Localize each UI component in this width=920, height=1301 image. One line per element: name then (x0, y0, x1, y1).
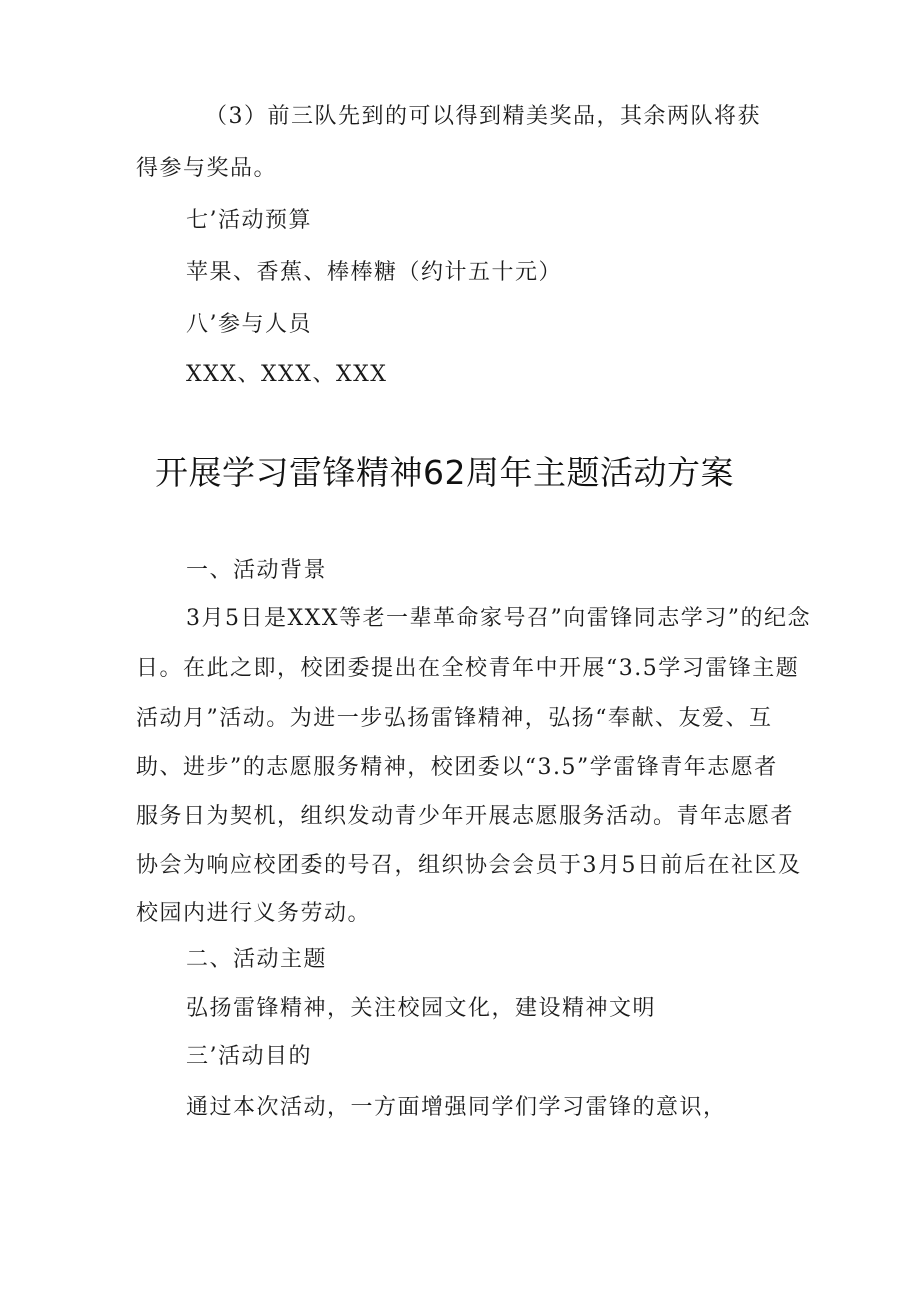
background-line-4: 助、进步”的志愿服务精神，校团委以“3.5”学雷锋青年志愿者 (136, 755, 778, 780)
heading-purpose: 三’活动目的 (186, 1044, 312, 1069)
participants-text: XXX、XXX、XXX (186, 362, 388, 387)
heading-participants: 八’参与人员 (186, 312, 312, 337)
background-line-5: 服务日为契机，组织发动青少年开展志愿服务活动。青年志愿者 (136, 804, 795, 829)
purpose-line-1: 通过本次活动，一方面增强同学们学习雷锋的意识， (186, 1095, 727, 1120)
background-line-2: 日。在此之即，校团委提出在全校青年中开展“3.5学习雷锋主题 (136, 656, 800, 681)
item3-line1: （3）前三队先到的可以得到精美奖品，其余两队将获 (205, 104, 761, 129)
document-title: 开展学习雷锋精神62周年主题活动方案 (155, 453, 734, 492)
background-line-6: 协会为响应校团委的号召，组织协会会员于3月5日前后在社区及 (136, 853, 802, 878)
heading-background: 一、活动背景 (186, 558, 328, 583)
budget-text: 苹果、香蕉、棒棒糖（约计五十元） (186, 260, 563, 285)
item3-line2: 得参与奖品。 (136, 156, 278, 181)
heading-budget: 七’活动预算 (186, 208, 312, 233)
background-line-7: 校园内进行义务劳动。 (136, 901, 372, 926)
background-line-3: 活动月”活动。为进一步弘扬雷锋精神，弘扬“奉献、友爱、互 (136, 706, 773, 731)
background-line-1: 3月5日是XXX等老一辈革命家号召”向雷锋同志学习”的纪念 (186, 606, 811, 631)
theme-text: 弘扬雷锋精神，关注校园文化，建设精神文明 (186, 996, 657, 1021)
heading-theme: 二、活动主题 (186, 947, 328, 972)
